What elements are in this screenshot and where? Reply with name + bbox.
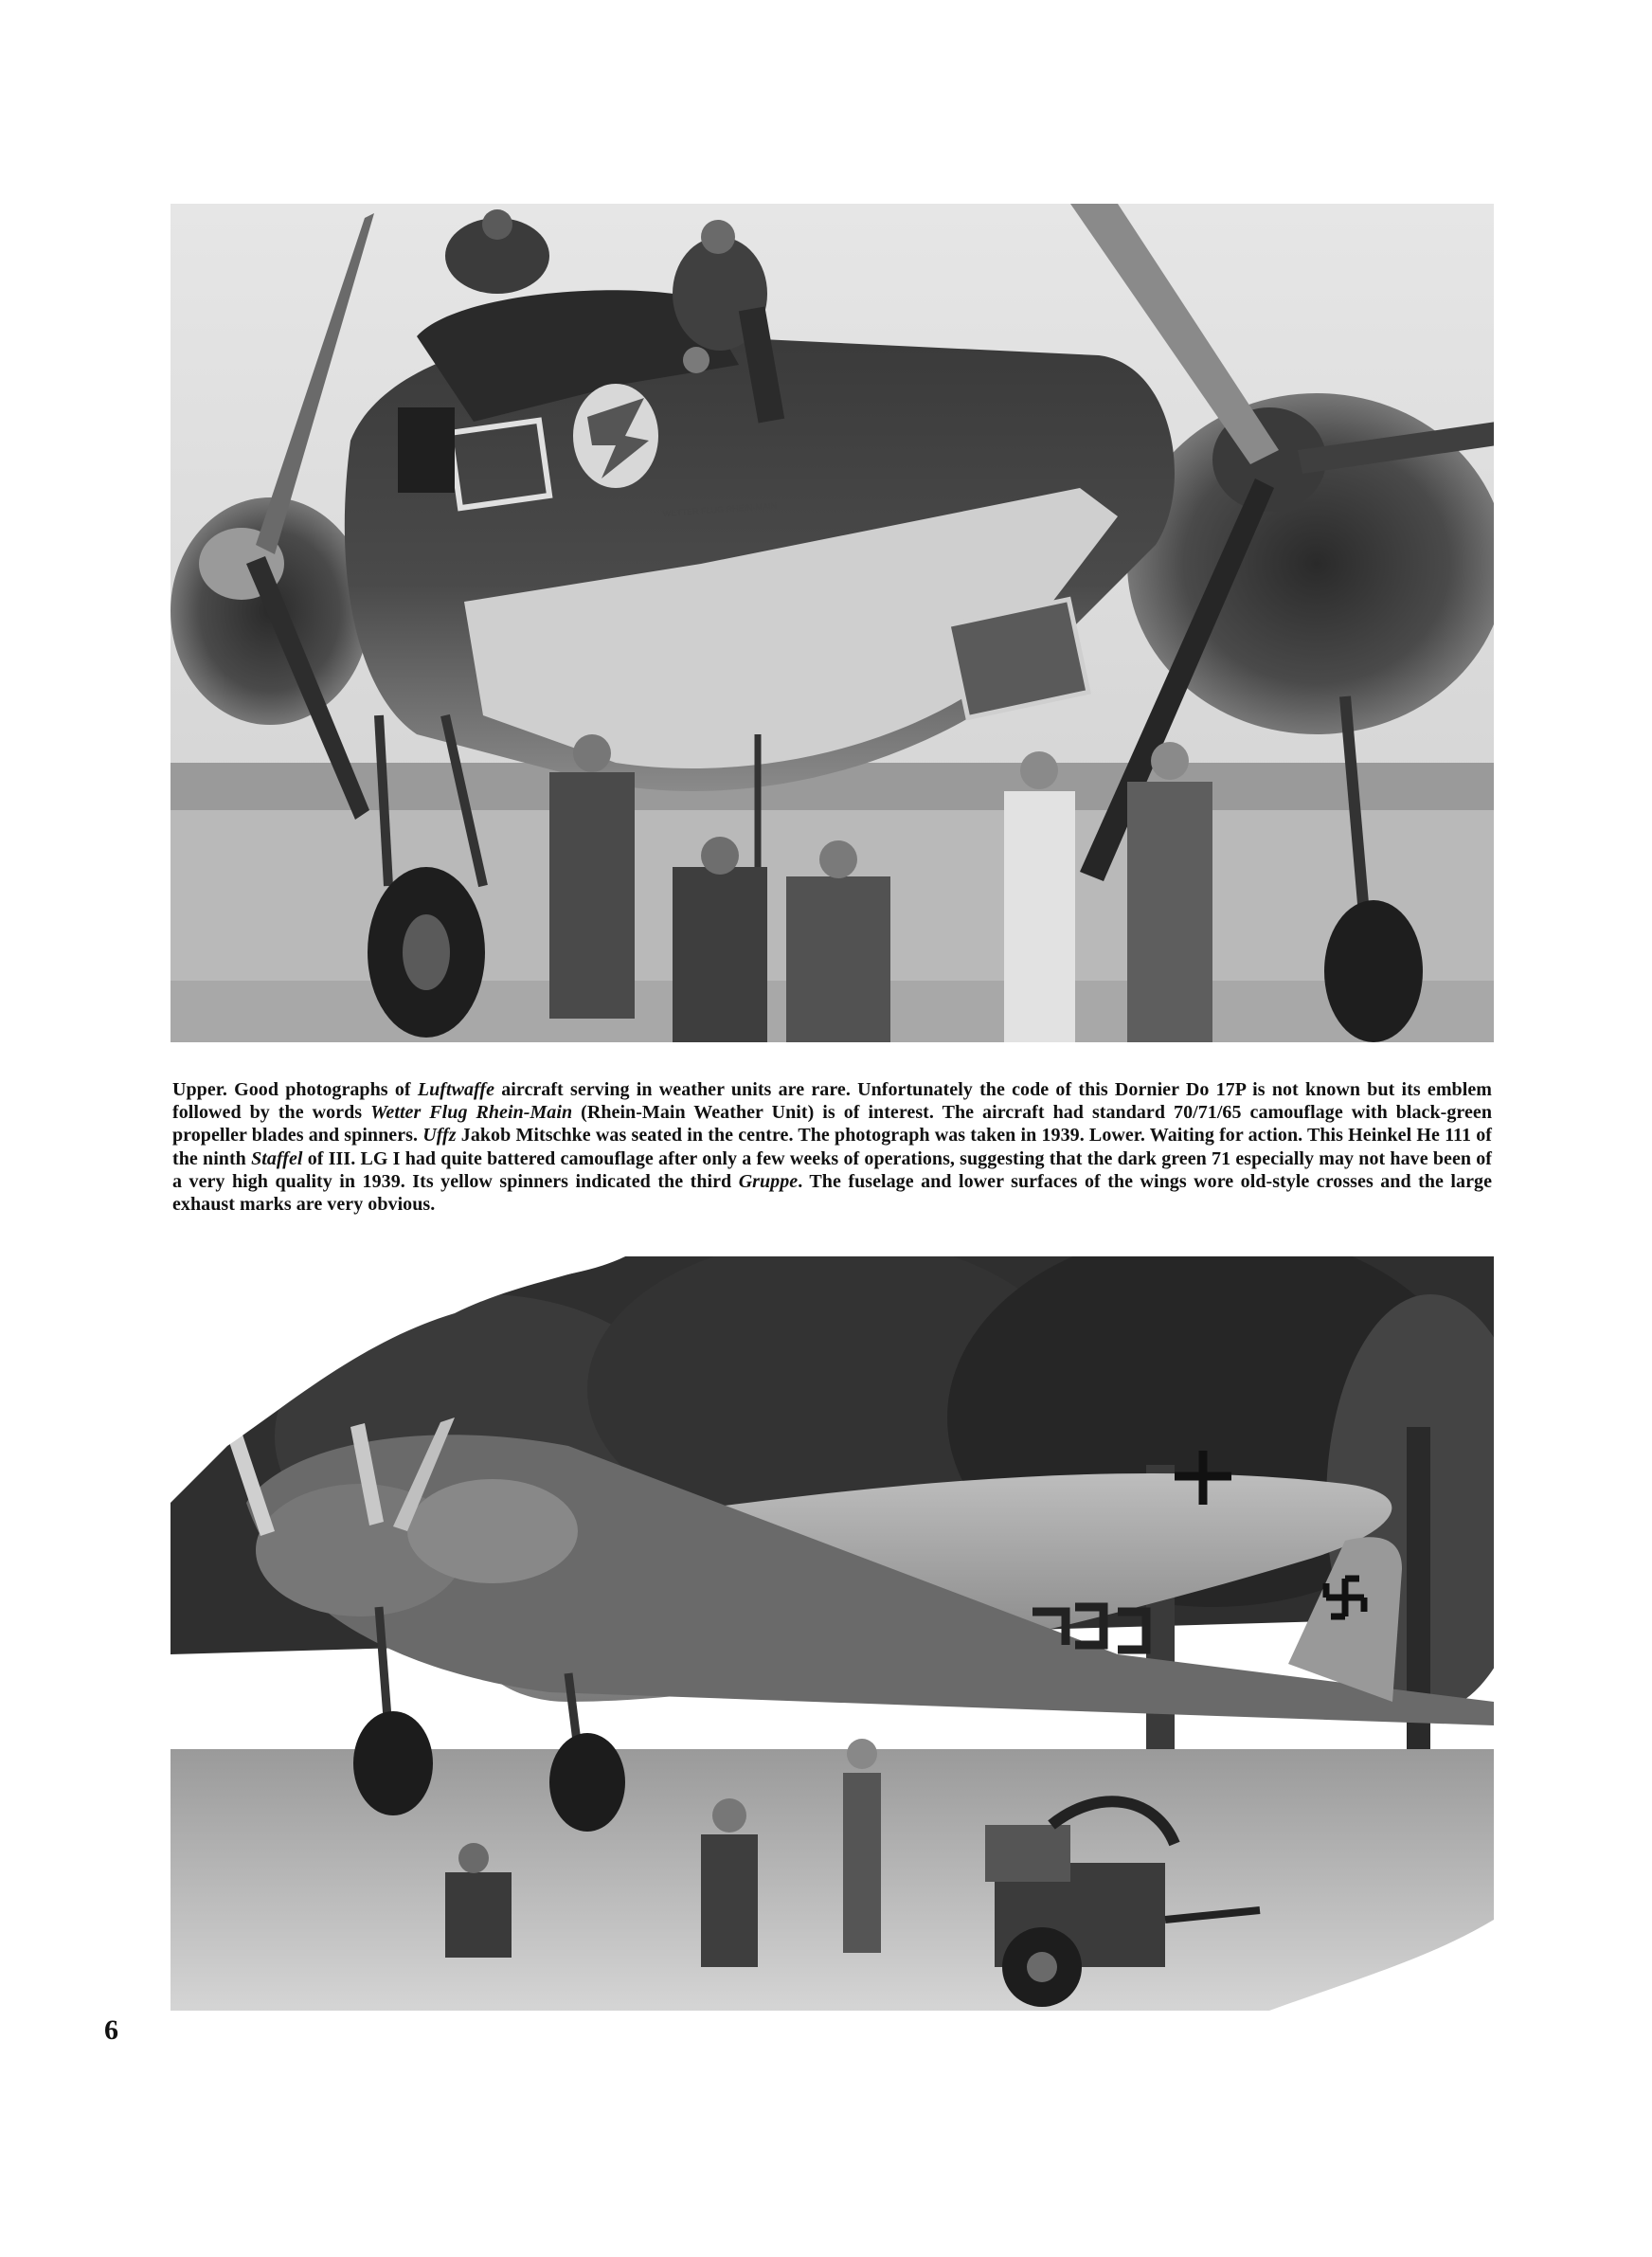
photo-caption: Upper. Good photographs of Luftwaffe aircraft serving in weather units are rare. Unfortunately the code of this Dornier Do 17P is not known but its emblem followed by the words Wetter Flug Rhein-Main (Rhein-Main Weather Unit) is of interest. The aircraft had standard 70/71/65 camouflage with black-green propeller blades and spinners. Uffz Jakob Mitschke was seated in the centre. The photograph was taken in 1939. Lower. Waiting for action. This Heinkel He 111 of the ninth Staffel of III. LG I had quite battered camouflage after only a few weeks of operations, suggesting that the dark green 71 especially may not have been of a very high quality in 1939. Its yellow spinners indicated the third Gruppe. The fuselage and lower surfaces of the wings wore old-style crosses and the large exhaust marks are very obvious. — [172, 1079, 1493, 1216]
nose-lettering: WETTER FLUG RHEIN-MAIN — [662, 500, 778, 518]
photo-lower-heinkel — [171, 1256, 1494, 2011]
photo-upper-image — [171, 204, 1494, 1042]
photo-lower-image — [171, 1256, 1494, 2011]
page-number: 6 — [104, 2014, 118, 2046]
photo-upper-dornier — [171, 204, 1494, 1042]
weather-unit-emblem — [573, 384, 658, 488]
